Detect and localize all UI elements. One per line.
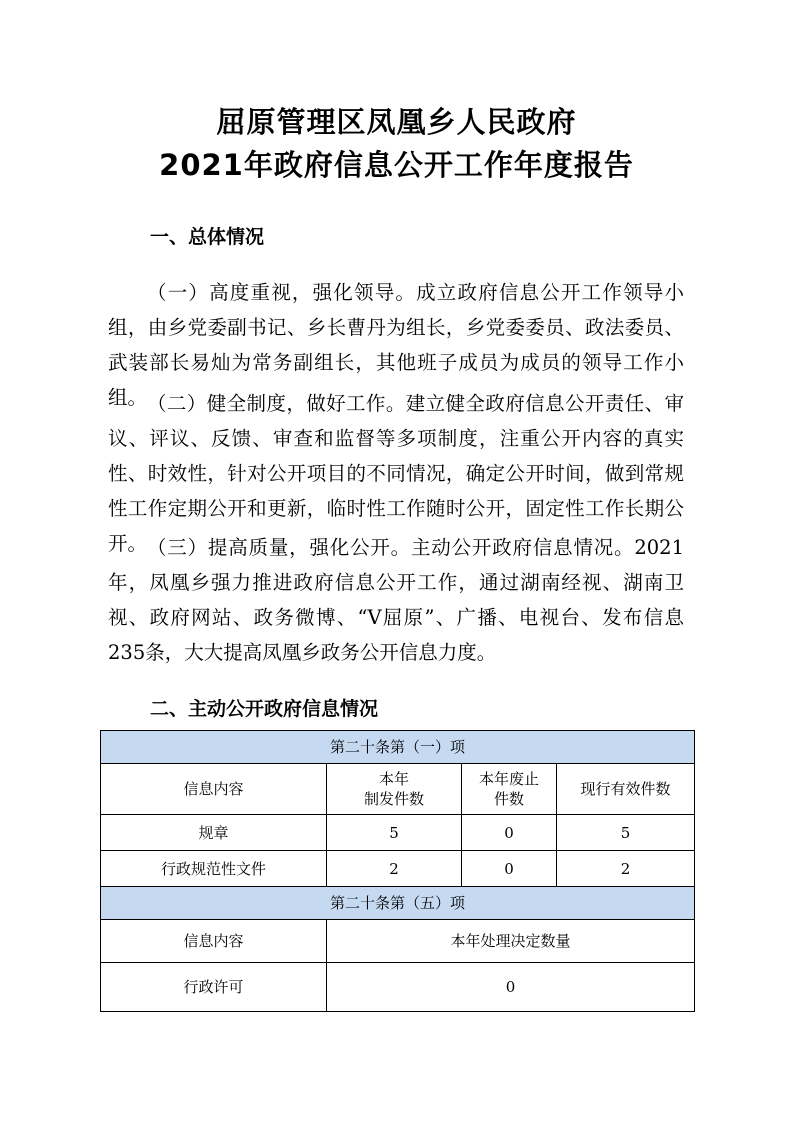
table-header-row (101, 764, 695, 815)
table-header-row (101, 920, 695, 963)
cell-item-name: 行政许可 (101, 963, 327, 1012)
cell-valid: 5 (557, 815, 695, 851)
table-row (101, 851, 695, 887)
cell-item-name: 行政规范性文件 (101, 851, 327, 887)
table-band-article-20-5: 第二十条第（五）项 (101, 887, 695, 920)
document-title-line1: 屈原管理区凤凰乡人民政府 (216, 105, 577, 139)
header-info-content: 信息内容 (101, 764, 327, 815)
cell-valid: 2 (557, 851, 695, 887)
paragraph-system: （二）健全制度，做好工作。建立健全政府信息公开责任、审议、评议、反馈、审查和监督等多项制度，注重公开内容的真实性、时效性，针对公开项目的不同情况，确定公开时间，做到常规性工作定期公开和更新，临时性工作随时公开，固定性工作长期公开。 (108, 391, 684, 555)
paragraph-leadership: （一）高度重视，强化领导。成立政府信息公开工作领导小组，由乡党委副书记、乡长曹丹为组长，乡党委委员、政法委员、武装部长易灿为常务副组长，其他班子成员为成员的领导工作小组。 (108, 280, 684, 409)
header-valid-count: 现行有效件数 (557, 764, 695, 815)
cell-decisions: 0 (327, 963, 695, 1012)
cell-issued: 2 (327, 851, 462, 887)
paragraph-quality: （三）提高质量，强化公开。主动公开政府信息情况。2021年，凤凰乡强力推进政府信息公开工作，通过湖南经视、湖南卫视、政府网站、政务微博、“V屈原”、广播、电视台、发布信息235条，大大提高凤凰乡政务公开信息力度。 (108, 535, 684, 664)
section-heading-disclosure: 二、主动公开政府信息情况 (150, 698, 379, 720)
disclosure-table (100, 730, 695, 1012)
cell-issued: 5 (327, 815, 462, 851)
cell-repealed: 0 (462, 851, 557, 887)
document-title-line2: 2021年政府信息公开工作年度报告 (159, 148, 634, 182)
table-band-article-20-1: 第二十条第（一）项 (101, 731, 695, 764)
header-repealed-count: 本年废止 件数 (462, 764, 557, 815)
header-info-content: 信息内容 (101, 920, 327, 963)
section-heading-overview: 一、总体情况 (150, 226, 265, 248)
cell-item-name: 规章 (101, 815, 327, 851)
header-decisions-count: 本年处理决定数量 (327, 920, 695, 963)
table-row (101, 963, 695, 1012)
cell-repealed: 0 (462, 815, 557, 851)
header-issued-count: 本年 制发件数 (327, 764, 462, 815)
table-row (101, 815, 695, 851)
